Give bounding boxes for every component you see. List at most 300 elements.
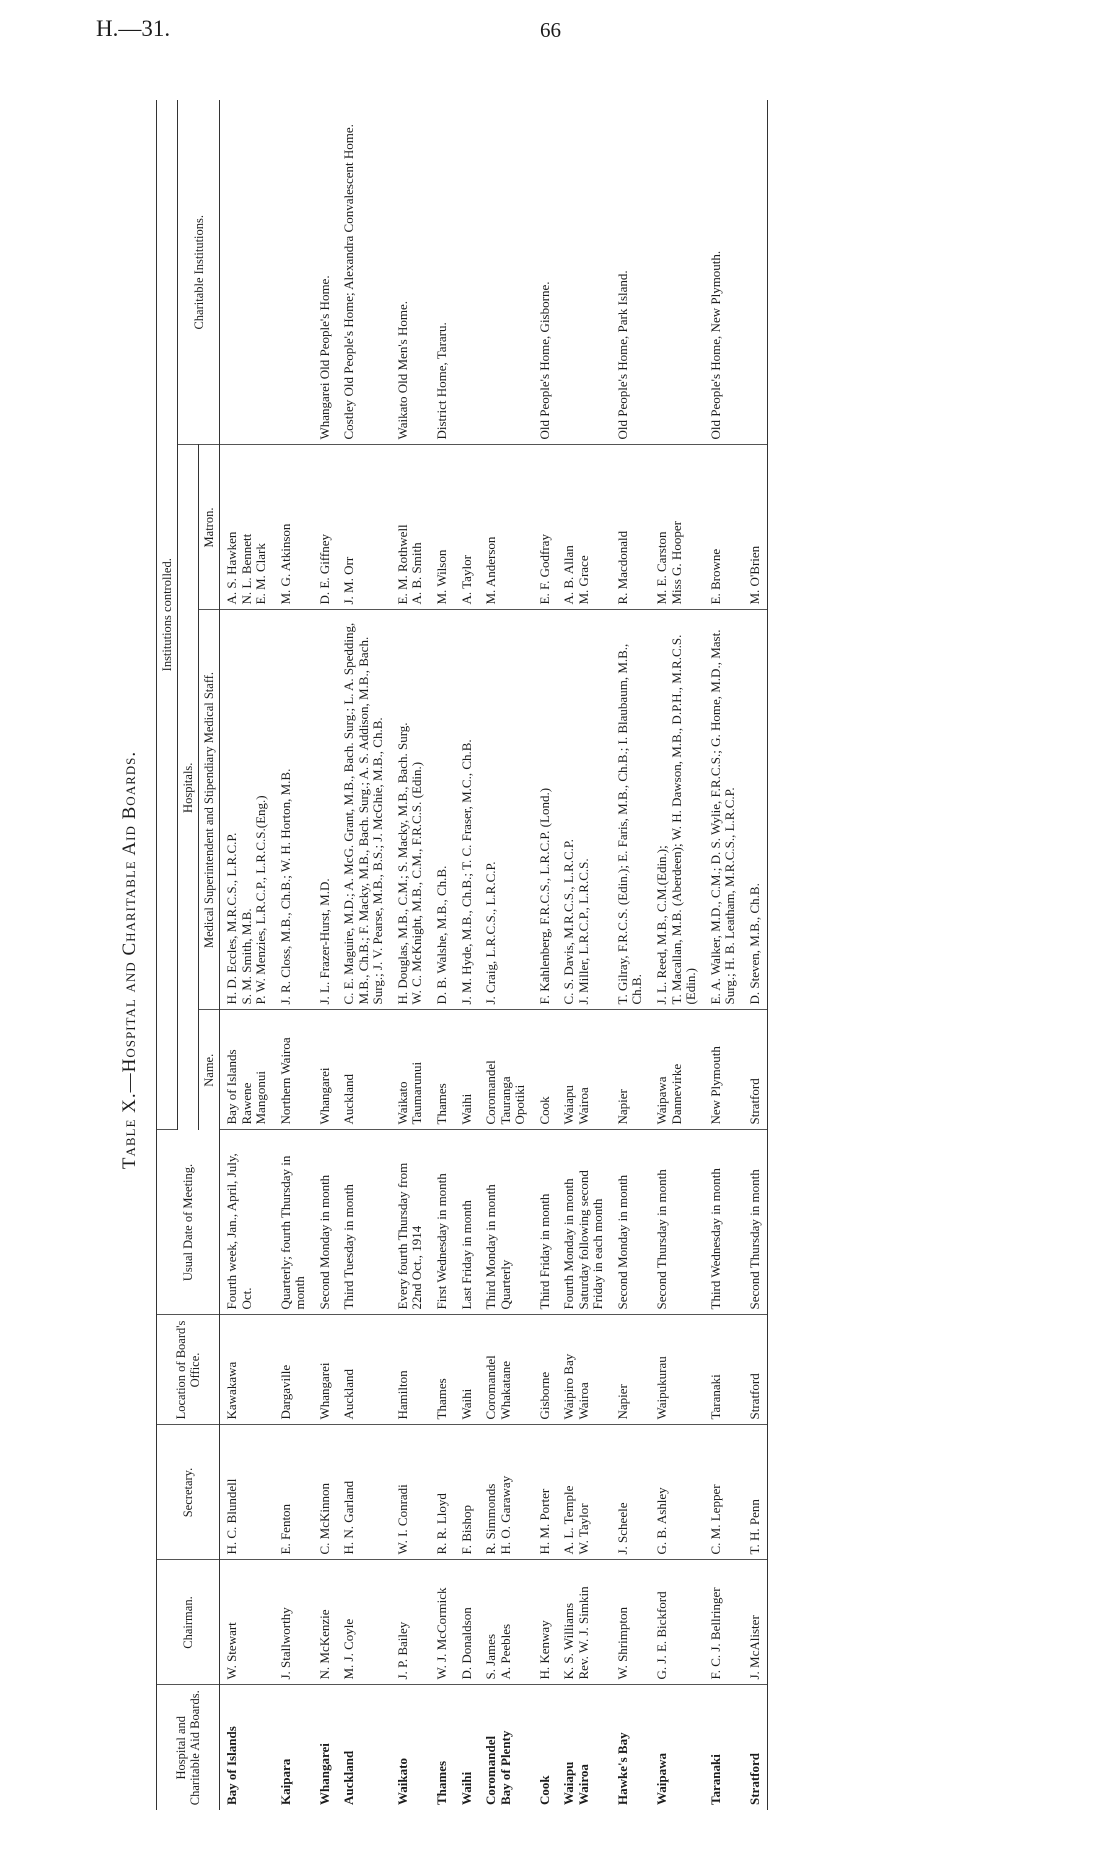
matron-cell-line: N. L. Bennett	[238, 533, 254, 605]
location-cell-line: Whakatane	[497, 1361, 513, 1420]
location-cell	[220, 1315, 274, 1425]
charitable-cell	[650, 100, 704, 445]
chairman-cell-line: N. McKenzie	[316, 1609, 332, 1680]
matron-cell-line: Miss G. Hooper	[668, 521, 684, 605]
medical-staff-cell-line: J. Craig, L.R.C.S., L.R.C.P.	[483, 861, 499, 1005]
chairman-cell	[274, 1560, 313, 1685]
chairman-cell-line: S. James	[483, 1634, 499, 1680]
secretary-cell	[704, 1425, 743, 1560]
hospital-name-cell-line: Bay of Islands	[224, 1049, 239, 1125]
meeting-cell-line: Third Tuesday in month	[341, 1184, 357, 1310]
charitable-cell	[704, 100, 743, 445]
secretary-cell-line: C. McKinnon	[316, 1483, 332, 1555]
meeting-cell	[479, 1130, 533, 1315]
board-cell-line: Taranaki	[707, 1754, 723, 1805]
matron-cell-line: A. B. Smith	[409, 542, 425, 605]
meeting-cell	[455, 1130, 480, 1315]
medical-staff-cell	[533, 610, 558, 1010]
table-row	[274, 100, 313, 1810]
meeting-cell	[704, 1130, 743, 1315]
medical-staff-cell-line: H. Douglas, M.B., C.M.; S. Macky, M.B., Bach. Surg.	[394, 722, 410, 1005]
hospital-name-cell-line: Mangonui	[253, 1071, 269, 1125]
table-row	[430, 100, 455, 1810]
location-cell	[455, 1315, 480, 1425]
charitable-cell-line: Whangarei Old People's Home.	[316, 275, 332, 440]
secretary-cell-line: G. B. Ashley	[654, 1487, 670, 1555]
col-header-chairman: Chairman.	[157, 1560, 220, 1685]
matron-cell	[650, 445, 704, 610]
table-row	[455, 100, 480, 1810]
secretary-cell-line: T. H. Penn	[746, 1499, 762, 1555]
matron-cell-line: A. S. Hawken	[224, 531, 239, 605]
hospital-name-cell-line: Stratford	[746, 1078, 762, 1125]
table-row	[557, 100, 611, 1810]
location-cell	[650, 1315, 704, 1425]
matron-cell	[274, 445, 313, 610]
medical-staff-cell	[704, 610, 743, 1010]
secretary-cell-line: J. Scheele	[614, 1502, 630, 1555]
medical-staff-cell	[430, 610, 455, 1010]
location-cell	[313, 1315, 338, 1425]
meeting-cell-line: Third Wednesday in month	[707, 1168, 723, 1310]
hospital-name-cell-line: Dannevirke	[668, 1063, 684, 1125]
medical-staff-cell-line: T. Macallan, M.B. (Aberdeen); W. H. Dawson, M.B., D.P.H., M.R.C.S. (Edin.)	[668, 634, 699, 1005]
chairman-cell-line: Rev. W. J. Simkin	[575, 1586, 591, 1680]
hospital-name-cell-line: Taumarunui	[409, 1061, 425, 1125]
hospital-name-cell	[479, 1010, 533, 1130]
chairman-cell	[220, 1560, 274, 1685]
secretary-cell	[611, 1425, 650, 1560]
hospital-name-cell-line: Rawene	[238, 1082, 254, 1125]
secretary-cell-line: R. R. Lloyd	[434, 1493, 450, 1555]
matron-cell	[220, 445, 274, 610]
hospital-name-cell-line: Coromandel	[483, 1060, 499, 1125]
table-row	[650, 100, 704, 1810]
board-cell-line: Coromandel	[483, 1735, 499, 1805]
matron-cell-line: M. Wilson	[434, 549, 450, 605]
charitable-cell	[430, 100, 455, 445]
hospital-name-cell	[430, 1010, 455, 1130]
chairman-cell	[557, 1560, 611, 1685]
matron-cell-line: M. E. Carston	[654, 531, 670, 605]
table-row	[220, 100, 274, 1810]
hospital-name-cell-line: Thames	[434, 1083, 450, 1125]
meeting-cell	[391, 1130, 430, 1315]
board-cell	[220, 1685, 274, 1810]
location-cell-line: Hamilton	[394, 1370, 410, 1420]
chairman-cell-line: W. Shrimpton	[614, 1607, 630, 1680]
matron-cell	[337, 445, 391, 610]
meeting-cell	[337, 1130, 391, 1315]
board-cell	[479, 1685, 533, 1810]
charitable-cell	[557, 100, 611, 445]
hospital-name-cell-line: Waihi	[458, 1093, 474, 1125]
charitable-cell	[391, 100, 430, 445]
charitable-cell-line: Old People's Home, Park Island.	[614, 270, 630, 440]
location-cell-line: Waipiro Bay	[561, 1353, 577, 1420]
charitable-cell	[274, 100, 313, 445]
meeting-cell-line: Second Monday in month	[316, 1174, 332, 1310]
medical-staff-cell-line: P. W. Menzies, L.R.C.P., L.R.C.S.(Eng.)	[253, 795, 269, 1005]
charitable-cell-line: Old People's Home, New Plymouth.	[707, 250, 723, 440]
location-cell-line: Taranaki	[707, 1374, 723, 1420]
charitable-cell-line: Old People's Home, Gisborne.	[536, 281, 552, 440]
chairman-cell-line: J. Stallworthy	[277, 1607, 293, 1680]
col-header-matron: Matron.	[199, 445, 220, 610]
secretary-cell	[337, 1425, 391, 1560]
matron-cell-line: M. Anderson	[483, 536, 499, 605]
secretary-cell	[430, 1425, 455, 1560]
hospital-name-cell	[337, 1010, 391, 1130]
hospital-name-cell	[391, 1010, 430, 1130]
meeting-cell-line: First Wednesday in month	[434, 1173, 450, 1310]
matron-cell	[557, 445, 611, 610]
chairman-cell-line: W. Stewart	[224, 1622, 239, 1680]
table-row	[479, 100, 533, 1810]
secretary-cell	[391, 1425, 430, 1560]
meeting-cell-line: Last Friday in month	[458, 1200, 474, 1310]
secretary-cell-line: C. M. Lepper	[707, 1484, 723, 1555]
hospital-name-cell-line: Waiapu	[561, 1085, 577, 1125]
hospital-name-cell	[743, 1010, 768, 1130]
matron-cell	[479, 445, 533, 610]
meeting-cell-line: Every fourth Thursday from 22nd Oct., 1914	[394, 1162, 425, 1310]
secretary-cell-line: H. N. Garland	[341, 1480, 357, 1555]
chairman-cell	[391, 1560, 430, 1685]
hospital-name-cell	[704, 1010, 743, 1130]
hospital-name-cell	[220, 1010, 274, 1130]
secretary-cell	[274, 1425, 313, 1560]
medical-staff-cell	[479, 610, 533, 1010]
hospital-name-cell	[313, 1010, 338, 1130]
meeting-cell	[743, 1130, 768, 1315]
medical-staff-cell-line: C. E. Maguire, M.D.; A. McG. Grant, M.B., Bach. Surg.; L. A. Spedding, M.B., Ch.B.; F. Macky, M.B., Bach. Surg.; A. S. Addison, M.B., Bach. Surg.; J. V. Pearse, M.B., B.S.; J. McGhie, M.B., Ch.B.	[341, 622, 386, 1005]
chairman-cell	[430, 1560, 455, 1685]
chairman-cell	[313, 1560, 338, 1685]
meeting-cell-line: Second Monday in month	[614, 1174, 630, 1310]
medical-staff-cell	[557, 610, 611, 1010]
chairman-cell-line: G. J. E. Bickford	[654, 1591, 670, 1680]
hospital-name-cell-line: Waikato	[394, 1081, 410, 1125]
location-cell-line: Napier	[614, 1384, 630, 1420]
matron-cell	[313, 445, 338, 610]
matron-cell-line: E. Browne	[707, 548, 723, 605]
meeting-cell	[220, 1130, 274, 1315]
board-cell-line: Thames	[434, 1760, 450, 1805]
matron-cell-line: E. F. Godfray	[536, 534, 552, 605]
meeting-cell-line: Second Thursday in month	[654, 1169, 670, 1310]
medical-staff-cell-line: H. D. Eccles, M.R.C.S., L.R.C.P.	[224, 832, 239, 1005]
board-cell	[650, 1685, 704, 1810]
secretary-cell-line: E. Fenton	[277, 1503, 293, 1555]
hospital-name-cell	[557, 1010, 611, 1130]
secretary-cell-line: A. L. Temple	[561, 1485, 577, 1555]
location-cell-line: Waipukurau	[654, 1356, 670, 1420]
location-cell	[611, 1315, 650, 1425]
charitable-cell	[313, 100, 338, 445]
hospital-name-cell-line: Cook	[536, 1096, 552, 1125]
board-cell-line: Waihi	[458, 1771, 474, 1805]
chairman-cell	[611, 1560, 650, 1685]
medical-staff-cell	[650, 610, 704, 1010]
secretary-cell	[313, 1425, 338, 1560]
board-cell-line: Hawke's Bay	[614, 1732, 630, 1805]
meeting-cell	[533, 1130, 558, 1315]
matron-cell	[455, 445, 480, 610]
hospital-name-cell-line: Napier	[614, 1089, 630, 1125]
secretary-cell-line: W. Taylor	[575, 1503, 591, 1555]
chairman-cell	[533, 1560, 558, 1685]
board-cell	[391, 1685, 430, 1810]
chairman-cell	[704, 1560, 743, 1685]
board-cell-line: Bay of Plenty	[497, 1730, 513, 1805]
hospital-name-cell	[611, 1010, 650, 1130]
col-header-board: Hospital and Charitable Aid Boards.	[157, 1685, 220, 1810]
matron-cell	[743, 445, 768, 610]
location-cell	[391, 1315, 430, 1425]
hospital-name-cell-line: Tauranga	[497, 1076, 513, 1125]
chairman-cell	[743, 1560, 768, 1685]
meeting-cell-line: Quarterly	[497, 1259, 513, 1310]
meeting-cell-line: Fourth week, Jan., April, July, Oct.	[224, 1153, 254, 1310]
document-reference: H.—31.	[96, 16, 171, 41]
chairman-cell	[479, 1560, 533, 1685]
matron-cell-line: D. E. Giffney	[316, 533, 332, 605]
charitable-cell-line: Costley Old People's Home; Alexandra Convalescent Home.	[341, 124, 357, 440]
chairman-cell	[650, 1560, 704, 1685]
medical-staff-cell	[455, 610, 480, 1010]
secretary-cell-line: F. Bishop	[458, 1504, 474, 1555]
table-title	[110, 80, 150, 1840]
hospital-name-cell-line: Whangarei	[316, 1067, 332, 1125]
board-cell	[557, 1685, 611, 1810]
location-cell-line: Dargaville	[277, 1364, 293, 1420]
meeting-cell	[313, 1130, 338, 1315]
board-cell-line: Waikato	[394, 1758, 410, 1805]
medical-staff-cell-line: T. Gilray, F.R.C.S. (Edin.); E. Faris, M.B., Ch.B.; I. Blaubaum, M.B., Ch.B.	[614, 643, 645, 1005]
charitable-cell	[337, 100, 391, 445]
location-cell-line: Whangarei	[316, 1362, 332, 1420]
secretary-cell	[220, 1425, 274, 1560]
medical-staff-cell-line: E. A. Walker, M.D., C.M.; D. S. Wylie, F.R.C.S.; G. Home, M.D., Mast. Surg.; H. B. Leatham, M.R.C.S., L.R.C.P.	[707, 629, 738, 1005]
matron-cell-line: E. M. Rothwell	[394, 524, 410, 605]
board-cell	[313, 1685, 338, 1810]
col-header-location: Location of Board's Office.	[157, 1315, 220, 1425]
meeting-cell	[650, 1130, 704, 1315]
matron-cell	[611, 445, 650, 610]
board-cell-line: Bay of Islands	[224, 1726, 239, 1805]
col-header-hospital-name: Name.	[199, 1010, 220, 1130]
matron-cell-line: A. B. Allan	[561, 545, 577, 605]
medical-staff-cell	[391, 610, 430, 1010]
location-cell-line: Thames	[434, 1378, 450, 1420]
hospital-name-cell-line: Wairoa	[575, 1087, 591, 1125]
medical-staff-cell-line: J. L. Frazer-Hurst, M.D.	[316, 878, 332, 1005]
location-cell	[704, 1315, 743, 1425]
secretary-cell	[533, 1425, 558, 1560]
board-cell-line: Whangarei	[316, 1743, 332, 1805]
page-number: 66	[540, 18, 561, 42]
table-title-prefix: Table X.	[119, 1092, 140, 1170]
charitable-cell	[611, 100, 650, 445]
medical-staff-cell-line: D. Steven, M.B., Ch.B.	[746, 883, 762, 1005]
medical-staff-cell	[220, 610, 274, 1010]
board-cell	[274, 1685, 313, 1810]
chairman-cell-line: K. S. Williams	[561, 1602, 577, 1680]
medical-staff-cell	[611, 610, 650, 1010]
medical-staff-cell	[274, 610, 313, 1010]
chairman-cell	[455, 1560, 480, 1685]
medical-staff-cell-line: J. L. Reed, M.B., C.M.(Edin.);	[654, 845, 670, 1005]
board-cell-line: Cook	[536, 1775, 552, 1805]
col-header-charitable: Charitable Institutions.	[178, 100, 220, 445]
board-cell-line: Waiapu	[561, 1761, 577, 1805]
location-cell	[430, 1315, 455, 1425]
location-cell-line: Gisborne	[536, 1371, 552, 1420]
matron-cell	[391, 445, 430, 610]
matron-cell-line: M. O'Brien	[746, 545, 762, 605]
location-cell-line: Coromandel	[483, 1355, 499, 1420]
table-row	[533, 100, 558, 1810]
secretary-cell-line: H. O. Garaway	[497, 1475, 513, 1555]
matron-cell-line: J. M. Orr	[341, 556, 357, 605]
medical-staff-cell-line: F. Kahlenberg, F.R.C.S., L.R.C.P. (Lond.)	[536, 787, 552, 1005]
medical-staff-cell-line: J. R. Closs, M.B., Ch.B.; W. H. Horton, M.B.	[277, 768, 293, 1005]
medical-staff-cell	[337, 610, 391, 1010]
meeting-cell	[557, 1130, 611, 1315]
meeting-cell-line: Second Thursday in month	[746, 1169, 762, 1310]
hospital-name-cell	[650, 1010, 704, 1130]
col-header-meeting: Usual Date of Meeting.	[157, 1130, 220, 1315]
location-cell-line: Stratford	[746, 1373, 762, 1420]
hospital-name-cell-line: New Plymouth	[707, 1046, 723, 1125]
matron-cell-line: M. G. Atkinson	[277, 523, 293, 605]
location-cell	[743, 1315, 768, 1425]
location-cell	[479, 1315, 533, 1425]
location-cell	[337, 1315, 391, 1425]
meeting-cell-line: Saturday following second Friday in each month	[575, 1170, 606, 1310]
chairman-cell-line: M. J. Coyle	[341, 1618, 357, 1680]
board-cell	[430, 1685, 455, 1810]
medical-staff-cell-line: S. M. Smith, M.B.	[238, 908, 254, 1005]
board-cell	[743, 1685, 768, 1810]
table-body	[220, 100, 768, 1810]
secretary-cell	[650, 1425, 704, 1560]
table-row	[704, 100, 743, 1810]
secretary-cell	[455, 1425, 480, 1560]
chairman-cell	[337, 1560, 391, 1685]
hospital-name-cell	[455, 1010, 480, 1130]
matron-cell	[704, 445, 743, 610]
board-cell	[611, 1685, 650, 1810]
hospital-name-cell	[274, 1010, 313, 1130]
chairman-cell-line: H. Kenway	[536, 1620, 552, 1680]
location-cell-line: Wairoa	[575, 1382, 591, 1420]
medical-staff-cell	[313, 610, 338, 1010]
table-title-main: —Hospital and Charitable Aid Boards.	[119, 750, 140, 1093]
location-cell-line: Auckland	[341, 1368, 357, 1420]
board-cell	[704, 1685, 743, 1810]
charitable-cell	[533, 100, 558, 445]
location-cell	[533, 1315, 558, 1425]
meeting-cell-line: Quarterly; fourth Thursday in month	[277, 1155, 308, 1310]
board-cell-line: Kaipara	[277, 1758, 293, 1805]
secretary-cell	[743, 1425, 768, 1560]
hospital-name-cell-line: Auckland	[341, 1073, 357, 1125]
hospital-name-cell	[533, 1010, 558, 1130]
secretary-cell-line: H. M. Porter	[536, 1488, 552, 1555]
chairman-cell-line: J. McAlister	[746, 1615, 762, 1680]
board-cell	[533, 1685, 558, 1810]
board-cell-line: Auckland	[341, 1750, 357, 1805]
board-cell-line: Waipawa	[654, 1752, 670, 1805]
secretary-cell-line: H. C. Blundell	[224, 1478, 239, 1555]
secretary-cell-line: R. Simmonds	[483, 1483, 499, 1555]
board-cell	[337, 1685, 391, 1810]
matron-cell	[430, 445, 455, 610]
col-header-secretary: Secretary.	[157, 1425, 220, 1560]
meeting-cell-line: Third Monday in month	[483, 1184, 499, 1310]
chairman-cell-line: W. J. McCormick	[434, 1587, 450, 1680]
charitable-cell	[743, 100, 768, 445]
medical-staff-cell-line: C. S. Davis, M.R.C.S., L.R.C.P.	[561, 839, 577, 1005]
medical-staff-cell-line: J. M. Hyde, M.B., Ch.B.; T. C. Fraser, M.C., Ch.B.	[458, 739, 474, 1005]
meeting-cell	[274, 1130, 313, 1315]
table-row	[313, 100, 338, 1810]
hospital-name-cell-line: Waipawa	[654, 1076, 670, 1125]
matron-cell-line: M. Grace	[575, 555, 591, 605]
hospital-name-cell-line: Northern Wairoa	[277, 1037, 293, 1125]
charitable-cell	[479, 100, 533, 445]
medical-staff-cell-line: J. Miller, L.R.C.P., L.R.C.S.	[575, 858, 591, 1005]
table-row	[743, 100, 768, 1810]
table-row	[391, 100, 430, 1810]
col-header-institutions: Institutions controlled.	[157, 100, 178, 1130]
hospital-name-cell-line: Opotiki	[512, 1084, 528, 1125]
matron-cell-line: R. Macdonald	[614, 530, 630, 605]
chairman-cell-line: J. P. Bailey	[394, 1621, 410, 1680]
medical-staff-cell-line: D. B. Walshe, M.B., Ch.B.	[434, 865, 450, 1005]
chairman-cell-line: F. C. J. Bellringer	[707, 1587, 723, 1680]
matron-cell	[533, 445, 558, 610]
location-cell	[557, 1315, 611, 1425]
hospital-boards-table	[156, 100, 768, 1810]
secretary-cell	[557, 1425, 611, 1560]
col-header-medical-staff: Medical Superintendent and Stipendiary Medical Staff.	[199, 610, 220, 1010]
meeting-cell	[611, 1130, 650, 1315]
chairman-cell-line: D. Donaldson	[458, 1607, 474, 1680]
meeting-cell-line: Third Friday in month	[536, 1193, 552, 1310]
meeting-cell-line: Fourth Monday in month	[561, 1178, 577, 1310]
secretary-cell	[479, 1425, 533, 1560]
col-header-hospitals: Hospitals.	[178, 445, 199, 1130]
charitable-cell	[455, 100, 480, 445]
board-cell-line: Wairoa	[575, 1764, 591, 1805]
meeting-cell	[430, 1130, 455, 1315]
matron-cell-line: A. Taylor	[458, 555, 474, 605]
board-cell	[455, 1685, 480, 1810]
charitable-cell-line: District Home, Tararu.	[434, 322, 450, 440]
matron-cell-line: E. M. Clark	[253, 543, 269, 605]
charitable-cell	[220, 100, 274, 445]
medical-staff-cell	[743, 610, 768, 1010]
rotated-table-page	[110, 80, 940, 1840]
table-row	[611, 100, 650, 1810]
board-cell-line: Stratford	[746, 1753, 762, 1805]
location-cell	[274, 1315, 313, 1425]
secretary-cell-line: W. I. Conradi	[394, 1484, 410, 1555]
location-cell-line: Kawakawa	[224, 1361, 239, 1420]
